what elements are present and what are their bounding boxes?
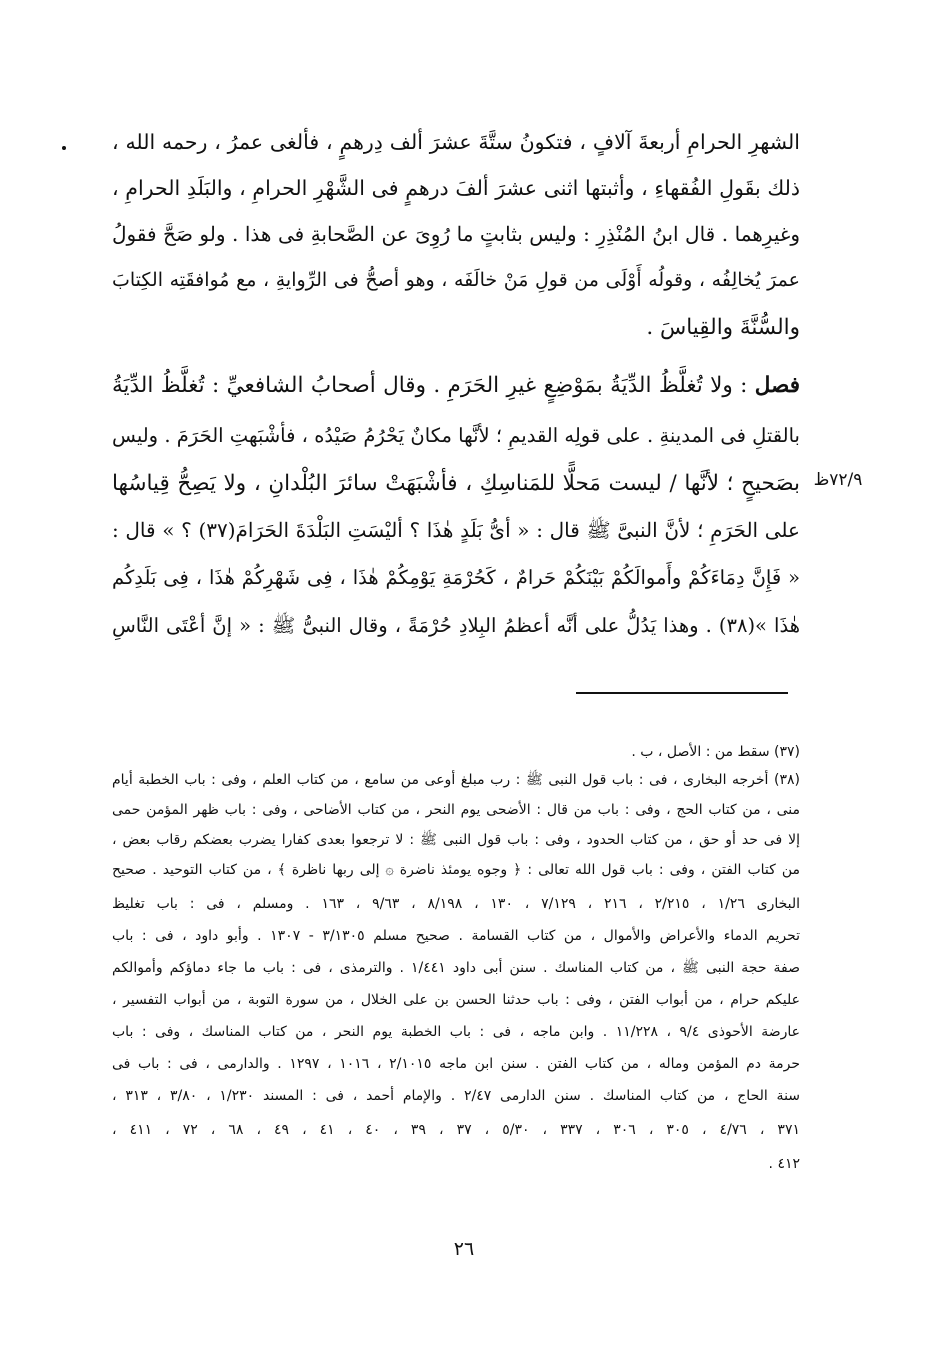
fasl-line-1 [112,364,800,408]
footnote-line: ٤١٢ . [768,1156,800,1172]
page-number: ٢٦ [453,1238,475,1260]
fasl-line-3: بصَحيحٍ ؛ لأنَّها / ليست مَحلًّا للمَناسِكِ ، فأشْبَهَتْ سائرَ البُلْدانِ ، ولا يَصِحُّ قِياسُها [112,471,800,496]
footnote-line: البخارى ١/٢٦ ، ٢/٢١٥ ، ٢١٦ ، ٧/١٢٩ ، ١٣٠ ، ٨/١٩٨ ، ٩/٦٣ ، ١٦٣ . ومسلم ، فى : باب تغليظ [112,896,801,912]
footnote-line: من كتاب الفتن ، وفى : باب قول الله تعالى : ﴿ وجوه يومئذ ناضرة ۞ إلى ربها ناظرة ﴾ ، من كتاب التوحيد . صحيح [112,862,800,878]
footnote-separator [576,692,788,694]
footnote-line: عليكم حرام ، من أبواب الفتن ، وفى : باب حدثنا الحسن بن على الخلال ، من سورة التوبة ، من أبواب التفسير ، [112,992,800,1008]
main-line-3: وغيرِهما . قال ابنُ المُنْذِرِ : وليس بثابتٍ ما رُوِىَ عن الصَّحابةِ فى هذا . ولو صَحَّ فقولُ [112,222,800,246]
footnote-line: حرمة دم المؤمن وماله ، من كتاب الفتن . سنن ابن ماجه ٢/١٠١٥ ، ١٠١٦ ، ١٢٩٧ . والدارمى ، فى : باب فى [112,1056,800,1072]
footnote-line: ٣٧١ ، ٤/٧٦ ، ٣٠٥ ، ٣٠٦ ، ٣٣٧ ، ٥/٣٠ ، ٣٧ ، ٣٩ ، ٤٠ ، ٤١ ، ٤٩ ، ٦٨ ، ٧٢ ، ٤١١ ، [112,1122,800,1138]
manuscript-folio-note: ٧٢/٩ظ [813,470,863,490]
footnote-line: صفة حجة النبى ﷺ ، من كتاب المناسك . سنن أبى داود ١/٤٤١ . والترمذى ، فى : باب ما جاء دماؤكم وأموالكم [112,960,800,976]
fasl-text-1: : ولا تُغلَّظُ الدِّيَةُ بمَوْضِعٍ غيرِ الحَرَمِ . وقال أصحابُ الشافعيِّ : تُغلَّظُ الدِّيَةُ [112,373,748,398]
fasl-heading: فصل [754,373,800,398]
main-line-1: الشهرِ الحرامِ أربعةَ آلافٍ ، فتكونُ ستَّةَ عشرَ ألف دِرهمٍ ، فألغى عمرُ ، رحمه الله ، [112,130,800,154]
main-line-5: والسُّنَّةَ والقِياسَ . [646,315,800,340]
fasl-line-6: هٰذَا »(٣٨) . وهذا يَدُلُّ على أنَّه أعظمُ البِلادِ حُرْمَةً ، وقال النبىُّ ﷺ : « إنَّ أعْتَى النَّاسِ [112,614,800,637]
footnote-line: (٣٨) أخرجه البخارى ، فى : باب قول النبى ﷺ : رب مبلغ أوعى من سامع ، من كتاب العلم ، وفى : باب الخطبة أيام [112,772,800,788]
footnote-line: عارضة الأحوذى ٩/٤ ، ١١/٢٢٨ . وابن ماجه ، فى : باب الخطبة يوم النحر ، من كتاب المناسك ، وفى : باب [112,1024,800,1040]
main-line-4: عمرَ يُخالِفُه ، وقولُه أَوْلَى من قولِ مَنْ خالَفَه ، وهو أصحُّ فى الرِّوايةِ ، مع مُوافقَتِه الكِتابَ [112,269,800,291]
main-line-2: ذلك بقَولِ الفُقهاءِ ، وأثبتها اثنى عشرَ ألفَ درهمٍ فى الشَّهْرِ الحرامِ ، والبَلَدِ الحرامِ ، [112,176,800,200]
fasl-line-2: بالقتلِ فى المدينةِ . على قولِه القديمِ ؛ لأنَّها مكانٌ يَحْرُمُ صَيْدُه ، فأشْبَهتِ الحَرَمَ . وليس [112,424,800,447]
stray-mark [62,146,66,150]
footnote-line: منى ، من كتاب الحج ، وفى : باب من قال : الأضحى يوم النحر ، من كتاب الأضاحى ، وفى : باب ظهر المؤمن حمى [112,802,800,818]
footnote-line: سنة الحاج ، من كتاب المناسك . سنن الدارمى ٢/٤٧ . والإمام أحمد ، فى : المسند ١/٢٣٠ ، ٣/٨٠ ، ٣١٣ ، [112,1088,801,1104]
footnote-line: تحريم الدماء والأعراض والأموال ، من كتاب القسامة . صحيح مسلم ٣/١٣٠٥ - ١٣٠٧ . وأبو داود ، فى : باب [112,928,801,944]
fasl-line-4: على الحَرَمِ ؛ لأنَّ النبىَّ ﷺ قال : « أىُّ بَلَدٍ هٰذَا ؟ أليْسَتِ البَلْدَةَ الحَرَامَ(٣٧) ؟ » قال : [112,518,800,542]
footnote-line: إلا فى حد أو حق ، من كتاب الحدود ، وفى : باب قول النبى ﷺ : لا ترجعوا بعدى كفارا يضرب بعضكم رقاب بعض ، [112,832,800,848]
footnote-line: (٣٧) سقط من : الأصل ، ب . [631,744,800,760]
fasl-line-5: « فَإِنَّ دِمَاءَكُمْ وأَموالَكُمْ بَيْنَكُمْ حَرامٌ ، كَحُرْمَةِ يَوْمِكُمْ هٰذَا ، فِى شَهْرِكُمْ هٰذَا ، فِى بَلَدِكُم [112,566,800,589]
